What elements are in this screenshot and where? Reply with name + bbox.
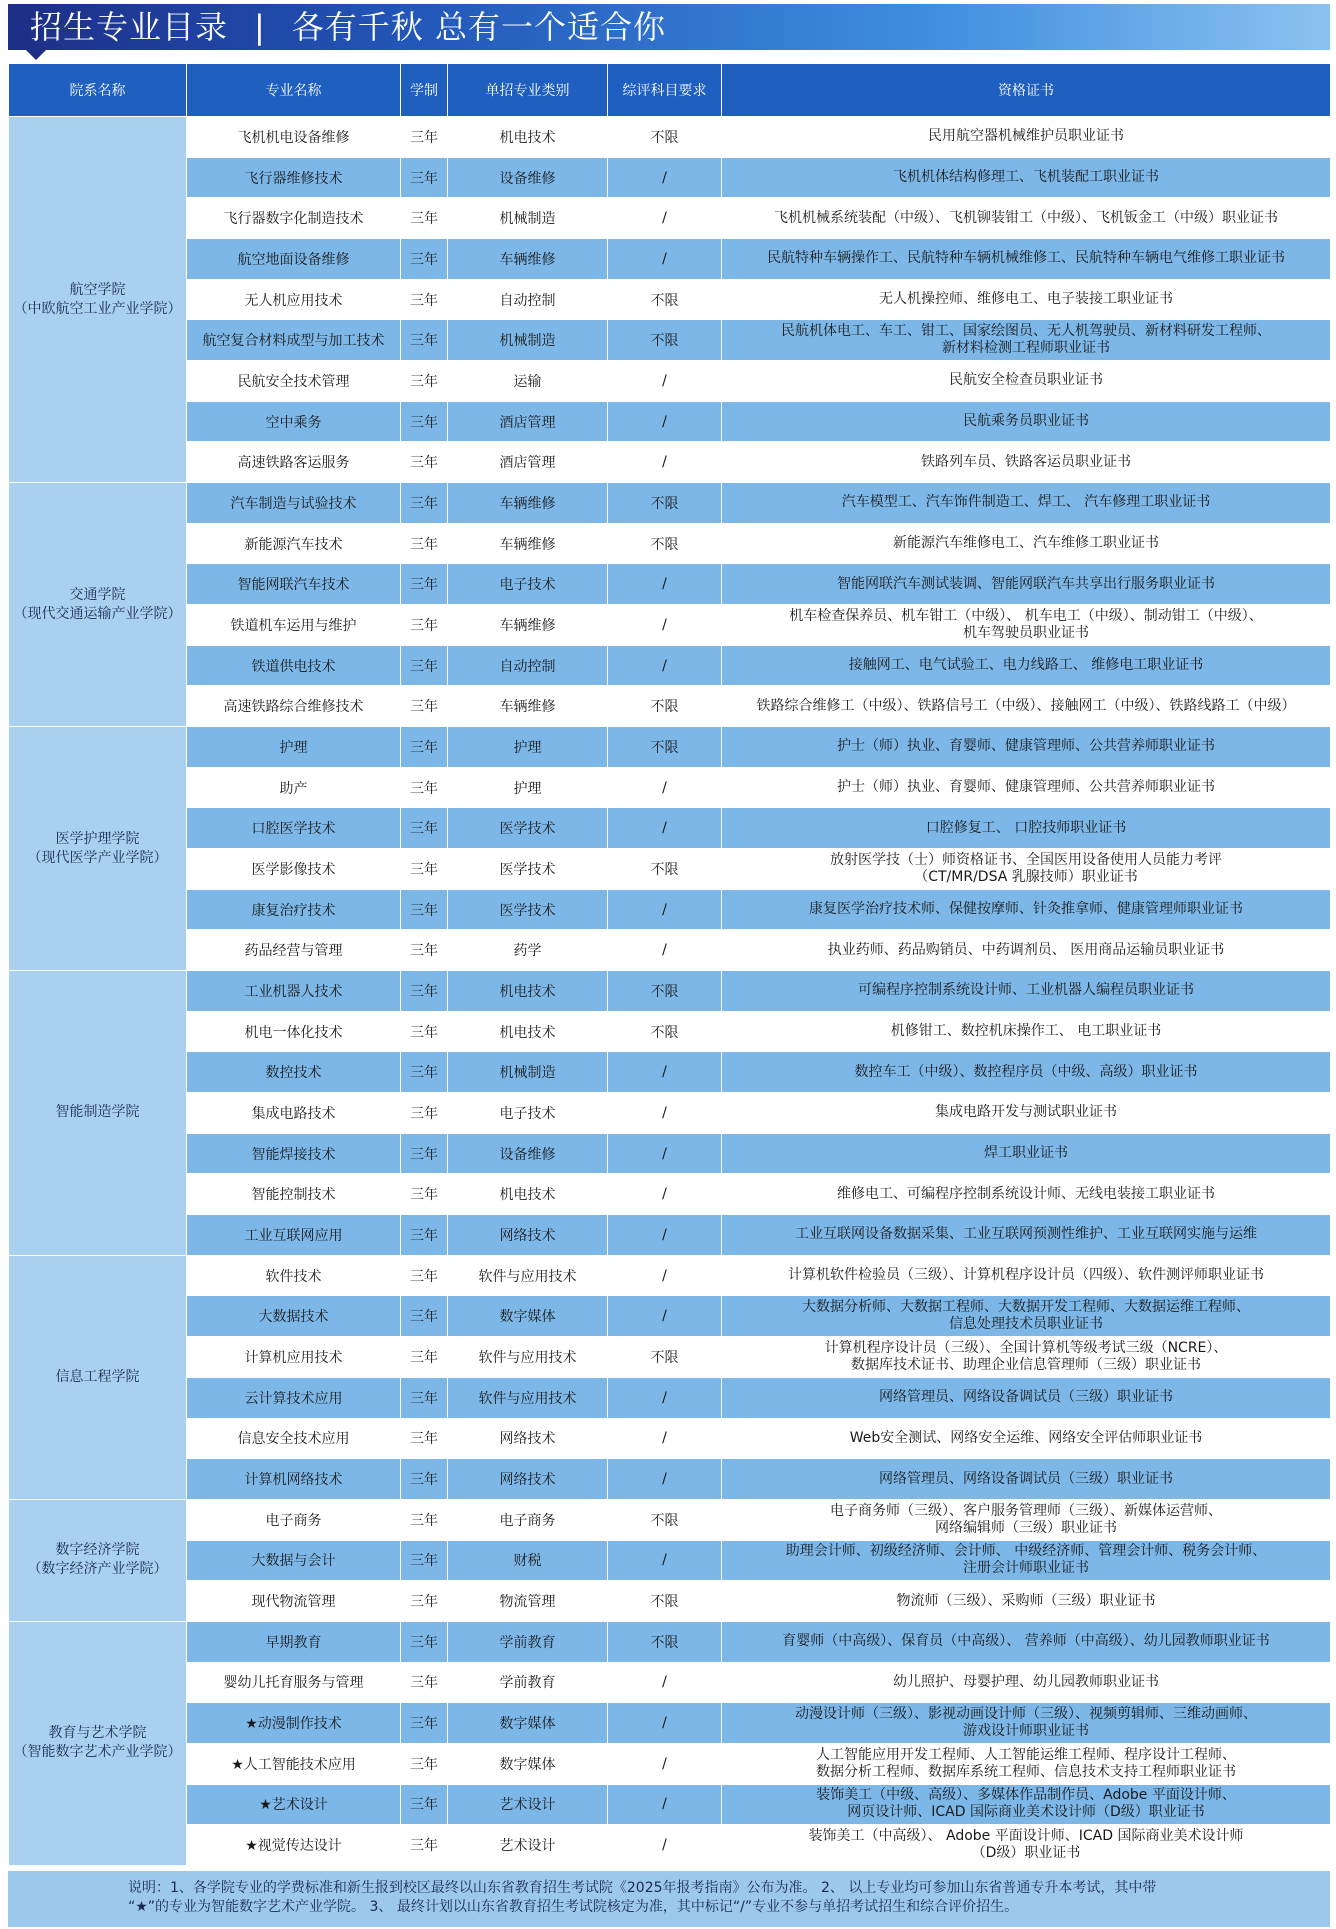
major-certificate: 口腔修复工、 口腔技师职业证书 [722, 808, 1331, 849]
major-certificate: 工业互联网设备数据采集、工业互联网预测性维护、工业互联网实施与运维 [722, 1215, 1331, 1256]
table-row [9, 849, 1331, 890]
major-years: 三年 [401, 971, 448, 1012]
table-row [9, 1784, 1331, 1825]
major-category: 医学技术 [448, 889, 608, 930]
major-certificate: 网络管理员、网络设备调试员（三级）职业证书 [722, 1459, 1331, 1500]
major-name: 汽车制造与试验技术 [187, 483, 401, 524]
major-name: 铁道机车运用与维护 [187, 605, 401, 646]
major-category: 机械制造 [448, 198, 608, 239]
major-years: 三年 [401, 1825, 448, 1866]
major-requirement: / [608, 401, 722, 442]
major-requirement: / [608, 1540, 722, 1581]
major-years: 三年 [401, 361, 448, 402]
major-certificate: 铁路综合维修工（中级）、铁路信号工（中级）、接触网工（中级）、铁路线路工（中级） [722, 686, 1331, 727]
major-requirement: / [608, 1215, 722, 1256]
major-years: 三年 [401, 1215, 448, 1256]
major-requirement: 不限 [608, 1581, 722, 1622]
footer-line-1: 说明：1、各学院专业的学费标准和新生报到校区最终以山东省教育招生考试院《2025年报考指南》公布为准。 2、 以上专业均可参加山东省普通专升本考试，其中带 [128, 1880, 1157, 1896]
major-certificate: 装饰美工（中级、高级）、多媒体作品制作员、Adobe 平面设计师、 网页设计师、ICAD 国际商业美术设计师（D级）职业证书 [722, 1784, 1331, 1825]
major-requirement: 不限 [608, 320, 722, 361]
major-category: 物流管理 [448, 1581, 608, 1622]
page-title [30, 4, 666, 50]
major-name: 婴幼儿托育服务与管理 [187, 1662, 401, 1703]
major-requirement: 不限 [608, 971, 722, 1012]
table-row [9, 1621, 1331, 1662]
table-body [9, 117, 1331, 1866]
major-category: 学前教育 [448, 1621, 608, 1662]
table-row [9, 686, 1331, 727]
table-row [9, 401, 1331, 442]
major-category: 车辆维修 [448, 605, 608, 646]
major-years: 三年 [401, 1499, 448, 1540]
major-name: 药品经营与管理 [187, 930, 401, 971]
title-separator: | [254, 8, 266, 46]
major-requirement: 不限 [608, 1499, 722, 1540]
major-name: 大数据技术 [187, 1296, 401, 1337]
major-requirement: 不限 [608, 849, 722, 890]
major-certificate: 维修电工、可编程序控制系统设计师、无线电装接工职业证书 [722, 1174, 1331, 1215]
table-row [9, 971, 1331, 1012]
college-name: 交通学院 （现代交通运输产业学院） [9, 483, 187, 727]
col-header-college: 院系名称 [9, 64, 187, 117]
major-name: 机电一体化技术 [187, 1011, 401, 1052]
major-category: 药学 [448, 930, 608, 971]
major-requirement: / [608, 645, 722, 686]
major-certificate: 可编程序控制系统设计师、工业机器人编程员职业证书 [722, 971, 1331, 1012]
major-requirement: / [608, 564, 722, 605]
major-requirement: / [608, 1418, 722, 1459]
major-requirement: 不限 [608, 1011, 722, 1052]
college-name: 信息工程学院 [9, 1255, 187, 1499]
major-name: ★艺术设计 [187, 1784, 401, 1825]
col-header-requirement: 综评科目要求 [608, 64, 722, 117]
major-category: 机械制造 [448, 320, 608, 361]
major-certificate: Web安全测试、网络安全运维、网络安全评估师职业证书 [722, 1418, 1331, 1459]
major-category: 软件与应用技术 [448, 1377, 608, 1418]
title-right: 各有千秋 总有一个适合你 [291, 8, 666, 46]
major-years: 三年 [401, 1621, 448, 1662]
major-category: 自动控制 [448, 645, 608, 686]
major-years: 三年 [401, 239, 448, 280]
major-years: 三年 [401, 1540, 448, 1581]
major-years: 三年 [401, 483, 448, 524]
major-requirement: / [608, 1377, 722, 1418]
col-header-major: 专业名称 [187, 64, 401, 117]
major-years: 三年 [401, 320, 448, 361]
major-requirement: 不限 [608, 727, 722, 768]
table-row [9, 1581, 1331, 1622]
major-years: 三年 [401, 686, 448, 727]
major-certificate: 集成电路开发与测试职业证书 [722, 1093, 1331, 1134]
major-category: 网络技术 [448, 1215, 608, 1256]
major-years: 三年 [401, 117, 448, 158]
major-category: 数字媒体 [448, 1743, 608, 1784]
major-name: 护理 [187, 727, 401, 768]
table-row [9, 1052, 1331, 1093]
major-certificate: 民航乘务员职业证书 [722, 401, 1331, 442]
major-requirement: / [608, 157, 722, 198]
major-category: 学前教育 [448, 1662, 608, 1703]
major-category: 酒店管理 [448, 442, 608, 483]
major-name: 铁道供电技术 [187, 645, 401, 686]
major-category: 机电技术 [448, 117, 608, 158]
major-years: 三年 [401, 1337, 448, 1378]
major-requirement: 不限 [608, 523, 722, 564]
major-years: 三年 [401, 1784, 448, 1825]
major-years: 三年 [401, 401, 448, 442]
major-certificate: 接触网工、电气试验工、电力线路工、 维修电工职业证书 [722, 645, 1331, 686]
table-row [9, 1825, 1331, 1866]
major-years: 三年 [401, 157, 448, 198]
major-name: 空中乘务 [187, 401, 401, 442]
major-name: 集成电路技术 [187, 1093, 401, 1134]
major-certificate: 民航机体电工、车工、钳工、国家绘图员、无人机驾驶员、新材料研发工程师、 新材料检测工程师职业证书 [722, 320, 1331, 361]
major-name: 计算机应用技术 [187, 1337, 401, 1378]
footer-line-2: “★”的专业为智能数字艺术产业学院。 3、 最终计划以山东省教育招生考试院核定为准，其中标记“/”专业不参与单招考试招生和综合评价招生。 [128, 1899, 1019, 1915]
table-row [9, 239, 1331, 280]
major-years: 三年 [401, 1133, 448, 1174]
major-requirement: / [608, 1255, 722, 1296]
major-requirement: / [608, 198, 722, 239]
title-left: 招生专业目录 [30, 8, 229, 46]
major-category: 电子技术 [448, 1093, 608, 1134]
major-years: 三年 [401, 849, 448, 890]
major-requirement: / [608, 239, 722, 280]
major-category: 数字媒体 [448, 1296, 608, 1337]
header-notch [26, 50, 46, 60]
major-name: 软件技术 [187, 1255, 401, 1296]
major-years: 三年 [401, 1459, 448, 1500]
major-requirement: / [608, 605, 722, 646]
major-requirement: 不限 [608, 279, 722, 320]
major-name: 工业互联网应用 [187, 1215, 401, 1256]
major-certificate: 护士（师）执业、育婴师、健康管理师、公共营养师职业证书 [722, 767, 1331, 808]
major-certificate: 助理会计师、初级经济师、会计师、 中级经济师、管理会计师、税务会计师、 注册会计师职业证书 [722, 1540, 1331, 1581]
major-name: 飞行器维修技术 [187, 157, 401, 198]
major-years: 三年 [401, 1093, 448, 1134]
major-years: 三年 [401, 523, 448, 564]
major-category: 机电技术 [448, 1011, 608, 1052]
major-category: 电子技术 [448, 564, 608, 605]
major-category: 车辆维修 [448, 239, 608, 280]
table-row [9, 1215, 1331, 1256]
major-category: 自动控制 [448, 279, 608, 320]
major-certificate: 放射医学技（士）师资格证书、全国医用设备使用人员能力考评 （CT/MR/DSA 乳腺技师）职业证书 [722, 849, 1331, 890]
major-certificate: 动漫设计师（三级）、影视动画设计师（三级）、视频剪辑师、三维动画师、 游戏设计师职业证书 [722, 1703, 1331, 1744]
major-name: 无人机应用技术 [187, 279, 401, 320]
major-years: 三年 [401, 767, 448, 808]
table-row [9, 1418, 1331, 1459]
major-category: 护理 [448, 767, 608, 808]
major-name: ★人工智能技术应用 [187, 1743, 401, 1784]
major-name: 智能控制技术 [187, 1174, 401, 1215]
table-row [9, 1499, 1331, 1540]
major-name: 新能源汽车技术 [187, 523, 401, 564]
major-requirement: / [608, 1825, 722, 1866]
major-name: 航空复合材料成型与加工技术 [187, 320, 401, 361]
major-certificate: 飞机机体结构修理工、飞机装配工职业证书 [722, 157, 1331, 198]
major-category: 机械制造 [448, 1052, 608, 1093]
major-name: 工业机器人技术 [187, 971, 401, 1012]
major-category: 财税 [448, 1540, 608, 1581]
major-requirement: / [608, 1093, 722, 1134]
table-row [9, 1662, 1331, 1703]
major-certificate: 焊工职业证书 [722, 1133, 1331, 1174]
major-years: 三年 [401, 808, 448, 849]
major-requirement: 不限 [608, 1621, 722, 1662]
col-header-years: 学制 [401, 64, 448, 117]
major-years: 三年 [401, 727, 448, 768]
major-name: 高速铁路客运服务 [187, 442, 401, 483]
major-certificate: 护士（师）执业、育婴师、健康管理师、公共营养师职业证书 [722, 727, 1331, 768]
major-category: 网络技术 [448, 1459, 608, 1500]
table-row [9, 1093, 1331, 1134]
table-row [9, 279, 1331, 320]
major-name: 医学影像技术 [187, 849, 401, 890]
table-row [9, 117, 1331, 158]
major-name: 飞机机电设备维修 [187, 117, 401, 158]
major-requirement: / [608, 1459, 722, 1500]
major-requirement: 不限 [608, 117, 722, 158]
major-years: 三年 [401, 1052, 448, 1093]
table-row [9, 442, 1331, 483]
major-name: 早期教育 [187, 1621, 401, 1662]
major-requirement: / [608, 1662, 722, 1703]
major-category: 软件与应用技术 [448, 1255, 608, 1296]
major-years: 三年 [401, 279, 448, 320]
major-requirement: / [608, 1174, 722, 1215]
col-header-certificate: 资格证书 [722, 64, 1331, 117]
major-certificate: 网络管理员、网络设备调试员（三级）职业证书 [722, 1377, 1331, 1418]
major-category: 电子商务 [448, 1499, 608, 1540]
table-row [9, 157, 1331, 198]
major-years: 三年 [401, 1255, 448, 1296]
major-certificate: 物流师（三级）、采购师（三级）职业证书 [722, 1581, 1331, 1622]
table-header [9, 64, 1331, 117]
major-requirement: / [608, 808, 722, 849]
table-row [9, 1133, 1331, 1174]
table-row [9, 1743, 1331, 1784]
major-name: 飞行器数字化制造技术 [187, 198, 401, 239]
col-header-category: 单招专业类别 [448, 64, 608, 117]
major-name: 口腔医学技术 [187, 808, 401, 849]
major-certificate: 电子商务师（三级）、客户服务管理师（三级）、新媒体运营师、 网络编辑师（三级）职业证书 [722, 1499, 1331, 1540]
major-certificate: 智能网联汽车测试装调、智能网联汽车共享出行服务职业证书 [722, 564, 1331, 605]
major-certificate: 育婴师（中高级）、保育员（中高级）、 营养师（中高级）、幼儿园教师职业证书 [722, 1621, 1331, 1662]
major-requirement: / [608, 442, 722, 483]
major-years: 三年 [401, 645, 448, 686]
major-category: 软件与应用技术 [448, 1337, 608, 1378]
major-category: 数字媒体 [448, 1703, 608, 1744]
college-name: 智能制造学院 [9, 971, 187, 1256]
major-years: 三年 [401, 1703, 448, 1744]
major-certificate: 计算机软件检验员（三级）、计算机程序设计员（四级）、软件测评师职业证书 [722, 1255, 1331, 1296]
major-requirement: / [608, 1784, 722, 1825]
major-certificate: 民航特种车辆操作工、民航特种车辆机械维修工、民航特种车辆电气维修工职业证书 [722, 239, 1331, 280]
major-certificate: 机修钳工、数控机床操作工、 电工职业证书 [722, 1011, 1331, 1052]
table-row [9, 1174, 1331, 1215]
major-category: 车辆维修 [448, 483, 608, 524]
major-certificate: 民航安全检查员职业证书 [722, 361, 1331, 402]
major-certificate: 大数据分析师、大数据工程师、大数据开发工程师、大数据运维工程师、 信息处理技术员职业证书 [722, 1296, 1331, 1337]
major-years: 三年 [401, 930, 448, 971]
major-years: 三年 [401, 1377, 448, 1418]
table-row [9, 564, 1331, 605]
major-name: 大数据与会计 [187, 1540, 401, 1581]
table-row [9, 605, 1331, 646]
footer-note [8, 1871, 1330, 1927]
table-row [9, 1255, 1331, 1296]
table-row [9, 808, 1331, 849]
major-certificate: 无人机操控师、维修电工、电子装接工职业证书 [722, 279, 1331, 320]
college-name: 医学护理学院 （现代医学产业学院） [9, 727, 187, 971]
table-row [9, 1377, 1331, 1418]
table-row [9, 767, 1331, 808]
college-name: 教育与艺术学院 （智能数字艺术产业学院） [9, 1621, 187, 1865]
major-category: 设备维修 [448, 157, 608, 198]
major-requirement: / [608, 930, 722, 971]
major-certificate: 计算机程序设计员（三级）、全国计算机等级考试三级（NCRE）、 数据库技术证书、助理企业信息管理师（三级）职业证书 [722, 1337, 1331, 1378]
college-name: 数字经济学院 （数字经济产业学院） [9, 1499, 187, 1621]
table-row [9, 361, 1331, 402]
major-certificate: 民用航空器机械维护员职业证书 [722, 117, 1331, 158]
major-requirement: 不限 [608, 686, 722, 727]
major-certificate: 汽车模型工、汽车饰件制造工、焊工、 汽车修理工职业证书 [722, 483, 1331, 524]
major-certificate: 装饰美工（中高级）、 Adobe 平面设计师、ICAD 国际商业美术设计师 （D级）职业证书 [722, 1825, 1331, 1866]
major-certificate: 人工智能应用开发工程师、人工智能运维工程师、程序设计工程师、 数据分析工程师、数据库系统工程师、信息技术支持工程师职业证书 [722, 1743, 1331, 1784]
major-years: 三年 [401, 1662, 448, 1703]
major-category: 医学技术 [448, 808, 608, 849]
major-years: 三年 [401, 1581, 448, 1622]
major-requirement: / [608, 889, 722, 930]
major-category: 网络技术 [448, 1418, 608, 1459]
table-row [9, 645, 1331, 686]
table-row [9, 198, 1331, 239]
major-category: 护理 [448, 727, 608, 768]
major-requirement: / [608, 767, 722, 808]
table-row [9, 889, 1331, 930]
major-years: 三年 [401, 442, 448, 483]
major-requirement: 不限 [608, 483, 722, 524]
major-years: 三年 [401, 1743, 448, 1784]
major-name: 助产 [187, 767, 401, 808]
major-category: 酒店管理 [448, 401, 608, 442]
major-requirement: 不限 [608, 1337, 722, 1378]
major-certificate: 执业药师、药品购销员、中药调剂员、 医用商品运输员职业证书 [722, 930, 1331, 971]
major-name: 数控技术 [187, 1052, 401, 1093]
major-category: 车辆维修 [448, 686, 608, 727]
major-name: 计算机网络技术 [187, 1459, 401, 1500]
major-name: 智能网联汽车技术 [187, 564, 401, 605]
major-certificate: 康复医学治疗技术师、保健按摩师、针灸推拿师、健康管理师职业证书 [722, 889, 1331, 930]
major-category: 车辆维修 [448, 523, 608, 564]
major-name: 云计算技术应用 [187, 1377, 401, 1418]
major-category: 机电技术 [448, 1174, 608, 1215]
major-years: 三年 [401, 1296, 448, 1337]
major-requirement: / [608, 361, 722, 402]
table-row [9, 1459, 1331, 1500]
major-name: 现代物流管理 [187, 1581, 401, 1622]
table-row [9, 930, 1331, 971]
major-years: 三年 [401, 564, 448, 605]
major-name: ★视觉传达设计 [187, 1825, 401, 1866]
major-requirement: / [608, 1133, 722, 1174]
table-row [9, 1011, 1331, 1052]
major-years: 三年 [401, 1174, 448, 1215]
page-header [0, 0, 1336, 52]
college-name: 航空学院 （中欧航空工业产业学院） [9, 117, 187, 483]
major-years: 三年 [401, 605, 448, 646]
table-row [9, 1337, 1331, 1378]
table-row [9, 320, 1331, 361]
major-certificate: 飞机机械系统装配（中级）、飞机铆装钳工（中级）、飞机钣金工（中级）职业证书 [722, 198, 1331, 239]
major-years: 三年 [401, 1011, 448, 1052]
major-name: 康复治疗技术 [187, 889, 401, 930]
major-years: 三年 [401, 198, 448, 239]
major-category: 医学技术 [448, 849, 608, 890]
major-category: 机电技术 [448, 971, 608, 1012]
major-requirement: / [608, 1296, 722, 1337]
major-name: 民航安全技术管理 [187, 361, 401, 402]
table-row [9, 1703, 1331, 1744]
table-row [9, 523, 1331, 564]
major-years: 三年 [401, 889, 448, 930]
major-category: 设备维修 [448, 1133, 608, 1174]
major-requirement: / [608, 1743, 722, 1784]
major-certificate: 幼儿照护、母婴护理、幼儿园教师职业证书 [722, 1662, 1331, 1703]
major-category: 运输 [448, 361, 608, 402]
major-certificate: 铁路列车员、铁路客运员职业证书 [722, 442, 1331, 483]
major-name: 航空地面设备维修 [187, 239, 401, 280]
major-certificate: 新能源汽车维修电工、汽车维修工职业证书 [722, 523, 1331, 564]
major-name: 信息安全技术应用 [187, 1418, 401, 1459]
major-name: 高速铁路综合维修技术 [187, 686, 401, 727]
table-row [9, 1540, 1331, 1581]
major-category: 艺术设计 [448, 1825, 608, 1866]
major-certificate: 机车检查保养员、机车钳工（中级）、 机车电工（中级）、制动钳工（中级）、 机车驾驶员职业证书 [722, 605, 1331, 646]
major-requirement: / [608, 1703, 722, 1744]
major-name: ★动漫制作技术 [187, 1703, 401, 1744]
major-years: 三年 [401, 1418, 448, 1459]
major-name: 电子商务 [187, 1499, 401, 1540]
major-certificate: 数控车工（中级）、数控程序员（中级、高级）职业证书 [722, 1052, 1331, 1093]
table-row [9, 727, 1331, 768]
major-name: 智能焊接技术 [187, 1133, 401, 1174]
table-row [9, 483, 1331, 524]
majors-table [8, 63, 1331, 1866]
major-category: 艺术设计 [448, 1784, 608, 1825]
major-requirement: / [608, 1052, 722, 1093]
table-row [9, 1296, 1331, 1337]
